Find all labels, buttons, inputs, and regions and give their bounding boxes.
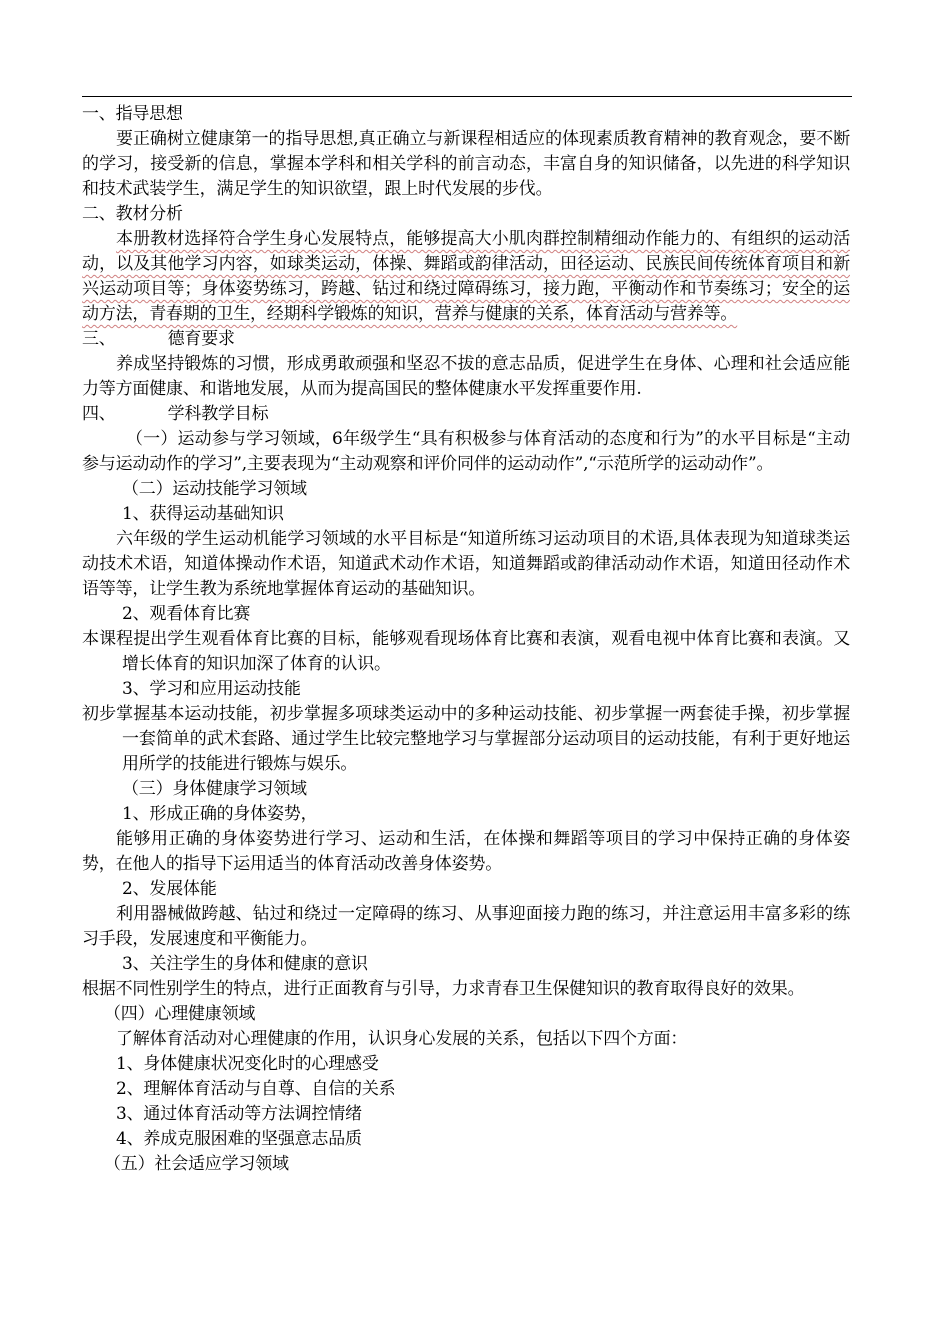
item-heading-fitness: 2、发展体能 [122,879,217,899]
paragraph-basic-knowledge: 六年级的学生运动机能学习领域的水平目标是“知道所练习运动项目的术语,具体表现为知道球类运动技术术语，知道体操动作术语，知道武术动作术语，知道舞蹈或韵律活动动作术语，知道田径动作术语等等，让学生教为系统地掌握体育运动的基础知识。 [82,529,850,599]
list-item: 2、理解体育活动与自尊、自信的关系 [116,1079,396,1099]
list-item: 3、通过体育活动等方法调控情绪 [116,1104,362,1124]
subheading-mental-health: （四）心理健康领域 [104,1004,256,1024]
paragraph-moral-education: 养成坚持锻炼的习惯，形成勇敢顽强和坚忍不拔的意志品质，促进学生在身体、心理和社会适应能力等方面健康、和谐地发展，从而为提高国民的整体健康水平发挥重要作用. [82,354,850,399]
section-heading-moral-education [82,327,850,352]
item-heading-posture: 1、形成正确的身体姿势， [122,804,318,824]
item-heading-watch-games: 2、观看体育比赛 [122,604,251,624]
paragraph-textbook-analysis: 本册教材选择符合学生身心发展特点，能够提高大小肌肉群控制精细动作能力的、有组织的运动活动，以及其他学习内容，如球类运动，体操、舞蹈或韵律活动，田径运动、民族民间传统体育项目和新兴运动项目等；身体姿势练习，跨越、钻过和绕过障碍练习，接力跑，平衡动作和节奏练习；安全的运动方法，青春期的卫生，经期科学锻炼的知识，营养与健康的关系，体育活动与营养等。 [82,229,850,324]
paragraph-health-awareness: 根据不同性别学生的特点，进行正面教育与引导，力求青春卫生保健知识的教育取得良好的效果。 [82,979,805,999]
item-heading-basic-knowledge: 1、获得运动基础知识 [122,504,284,524]
paragraph-watch-games: 本课程提出学生观看体育比赛的目标，能够观看现场体育比赛和表演，观看电视中体育比赛和表演。又增长体育的知识加深了体育的认识。 [82,629,850,674]
section-heading-guiding-ideology: 一、指导思想 [82,104,183,124]
subheading-skills-domain: （二）运动技能学习领域 [122,479,307,499]
paragraph-mental-health-intro: 了解体育活动对心理健康的作用，认识身心发展的关系，包括以下四个方面： [116,1029,688,1049]
section-number: 四、 [82,404,116,424]
document-body [82,102,850,1177]
paragraph-fitness: 利用器械做跨越、钻过和绕过一定障碍的练习、从事迎面接力跑的练习，并注意运用丰富多彩的练习手段，发展速度和平衡能力。 [82,904,850,949]
paragraph-apply-skills: 初步掌握基本运动技能，初步掌握多项球类运动中的多种运动技能、初步掌握一两套徒手操，初步掌握一套简单的武术套路、通过学生比较完整地学习与掌握部分运动项目的运动技能，有利于更好地运用所学的技能进行锻炼与娱乐。 [82,704,850,774]
subheading-social-adaptation: （五）社会适应学习领域 [104,1154,289,1174]
list-item: 1、身体健康状况变化时的心理感受 [116,1054,379,1074]
section-title: 学科教学目标 [167,404,269,424]
section-title: 德育要求 [167,329,235,349]
list-item: 4、养成克服困难的坚强意志品质 [116,1129,362,1149]
header-rule [82,96,852,97]
section-number: 三、 [82,329,116,349]
paragraph-posture: 能够用正确的身体姿势进行学习、运动和生活，在体操和舞蹈等项目的学习中保持正确的身体姿势，在他人的指导下运用适当的体育活动改善身体姿势。 [82,829,850,874]
section-heading-textbook-analysis: 二、教材分析 [82,204,183,224]
section-heading-teaching-goals [82,402,850,427]
item-heading-apply-skills: 3、学习和应用运动技能 [122,679,301,699]
paragraph-guiding-ideology: 要正确树立健康第一的指导思想,真正确立与新课程相适应的体现素质教育精神的教育观念，要不断的学习，接受新的信息，掌握本学科和相关学科的前言动态，丰富自身的知识储备，以先进的科学知识和技术武装学生，满足学生的知识欲望，跟上时代发展的步伐。 [82,129,850,199]
paragraph-participation-domain: （一）运动参与学习领域，6年级学生“具有积极参与体育活动的态度和行为”的水平目标是“主动参与运动动作的学习”,主要表现为“主动观察和评价同伴的运动动作”,“示范所学的运动动作”。 [82,429,850,474]
item-heading-health-awareness: 3、关注学生的身体和健康的意识 [122,954,368,974]
subheading-health-domain: （三）身体健康学习领域 [122,779,307,799]
